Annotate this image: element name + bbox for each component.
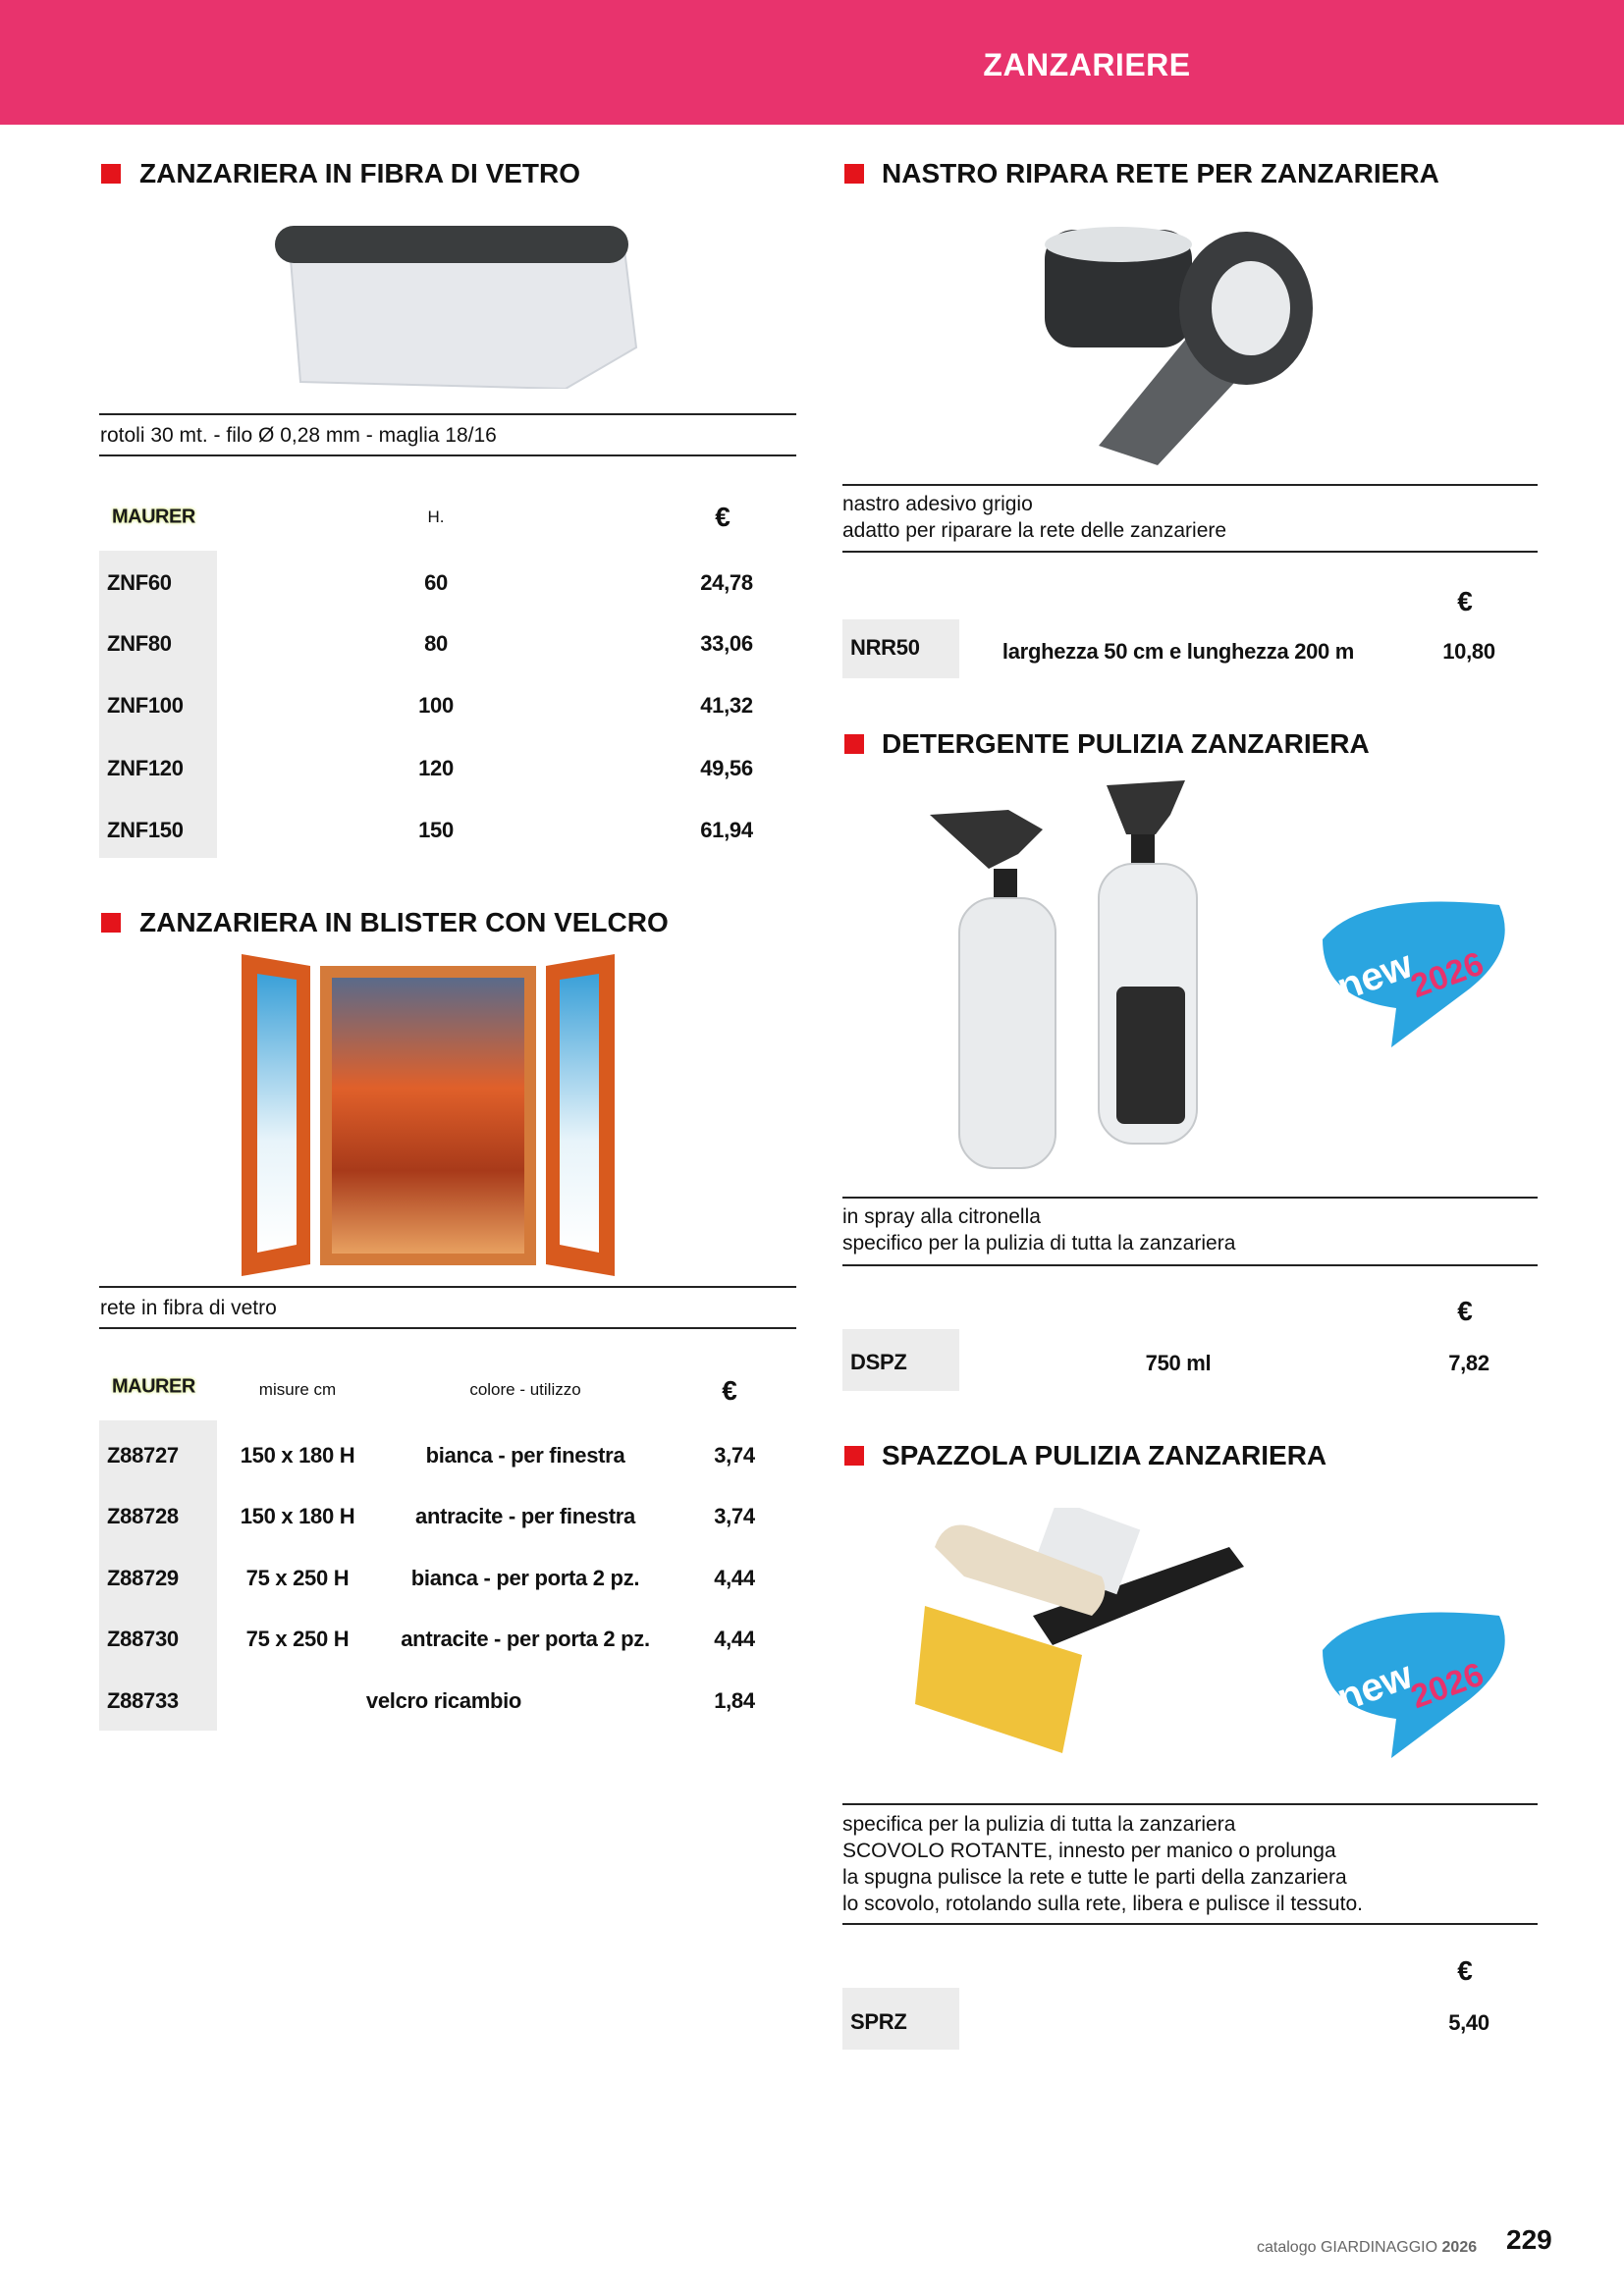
col-header-size: misure cm: [258, 1380, 337, 1399]
product-color-use: antracite - per finestra: [415, 1504, 635, 1528]
section-title: ZANZARIERA IN FIBRA DI VETRO: [139, 158, 581, 188]
product-price: 1,84: [714, 1688, 755, 1713]
product-description: lo scovolo, rotolando sulla rete, libera e pulisce il tessuto.: [842, 1893, 1363, 1915]
product-size: 150 x 180 H: [240, 1443, 355, 1468]
product-code: ZNF60: [107, 570, 172, 595]
divider: [842, 1264, 1538, 1266]
divider: [99, 413, 796, 415]
product-description: rete in fibra di vetro: [100, 1297, 277, 1319]
svg-text:new: new: [1331, 1653, 1419, 1721]
product-description: adatto per riparare la rete delle zanzariere: [842, 519, 1227, 542]
repair-tape-image: [1040, 220, 1319, 465]
product-color-use: bianca - per porta 2 pz.: [410, 1566, 640, 1590]
col-header-price: €: [1457, 1296, 1473, 1326]
product-code: ZNF100: [107, 693, 184, 718]
section-marker: [844, 734, 864, 754]
product-code: NRR50: [850, 635, 920, 660]
product-code: Z88733: [107, 1688, 179, 1713]
product-height: 120: [418, 756, 454, 780]
product-description: specifica per la pulizia di tutta la zanzariera: [842, 1813, 1236, 1836]
cleaning-brush-image: [915, 1508, 1261, 1757]
product-code: Z88730: [107, 1627, 179, 1651]
product-price: 33,06: [700, 631, 753, 656]
product-color-use: velcro ricambio: [365, 1688, 522, 1713]
catalog-name: catalogo GIARDINAGGIO: [1257, 2239, 1438, 2256]
product-size: 150 x 180 H: [240, 1504, 355, 1528]
divider: [842, 1803, 1538, 1805]
product-price: 49,56: [700, 756, 753, 780]
divider: [842, 551, 1538, 553]
product-height: 100: [418, 693, 454, 718]
new-2026-badge: [1303, 871, 1531, 1054]
footer-catalog: [1257, 2239, 1477, 2257]
product-code: DSPZ: [850, 1350, 907, 1374]
divider: [842, 1197, 1538, 1199]
product-price: 3,74: [714, 1504, 755, 1528]
svg-text:2026: 2026: [1405, 1655, 1489, 1717]
section-title: ZANZARIERA IN BLISTER CON VELCRO: [139, 907, 669, 937]
product-height: 60: [424, 570, 448, 595]
col-header-price: €: [1457, 586, 1473, 616]
window-screen-image: [242, 954, 615, 1276]
brand-logo-maurer: MAURER: [112, 1375, 195, 1398]
section-marker: [844, 1446, 864, 1466]
brand-logo-maurer: MAURER: [112, 506, 195, 528]
product-code: Z88727: [107, 1443, 179, 1468]
product-code: Z88729: [107, 1566, 179, 1590]
product-code: SPRZ: [850, 2009, 907, 2034]
product-height: 150: [418, 818, 454, 842]
product-color-use: antracite - per porta 2 pz.: [401, 1627, 650, 1651]
product-price: 5,40: [1448, 2010, 1489, 2035]
product-price: 7,82: [1448, 1351, 1489, 1375]
section-marker: [101, 913, 121, 933]
divider: [842, 484, 1538, 486]
product-spec: 750 ml: [1145, 1351, 1212, 1375]
product-price: 3,74: [714, 1443, 755, 1468]
product-code: Z88728: [107, 1504, 179, 1528]
svg-text:2026: 2026: [1405, 944, 1489, 1006]
page-number: 229: [1506, 2224, 1552, 2255]
spray-bottles-image: [930, 775, 1246, 1172]
product-color-use: bianca - per finestra: [425, 1443, 625, 1468]
product-size: 75 x 250 H: [245, 1627, 350, 1651]
product-price: 4,44: [714, 1566, 755, 1590]
product-code: ZNF150: [107, 818, 184, 842]
product-description: nastro adesivo grigio: [842, 493, 1033, 515]
divider: [99, 1286, 796, 1288]
product-price: 61,94: [700, 818, 753, 842]
col-header-price: €: [715, 502, 731, 532]
fiberglass-roll-image: [271, 220, 639, 389]
product-description: in spray alla citronella: [842, 1205, 1041, 1228]
product-size: 75 x 250 H: [245, 1566, 350, 1590]
col-header-price: €: [1457, 1955, 1473, 1986]
header-bar: [0, 0, 1624, 125]
col-header-price: €: [722, 1375, 737, 1406]
section-marker: [101, 164, 121, 184]
product-price: 41,32: [700, 693, 753, 718]
page-category-title: ZANZARIERE: [983, 47, 1191, 82]
product-description: specifico per la pulizia di tutta la zanzariera: [842, 1232, 1236, 1255]
new-2026-badge: [1303, 1581, 1531, 1765]
divider: [99, 1327, 796, 1329]
product-description: SCOVOLO ROTANTE, innesto per manico o prolunga: [842, 1840, 1336, 1862]
product-price: 24,78: [700, 570, 753, 595]
product-code: ZNF80: [107, 631, 172, 656]
product-code: ZNF120: [107, 756, 184, 780]
product-price: 4,44: [714, 1627, 755, 1651]
section-title: NASTRO RIPARA RETE PER ZANZARIERA: [882, 158, 1439, 188]
col-header-color: colore - utilizzo: [469, 1380, 581, 1399]
col-header-height: H.: [427, 507, 445, 526]
catalog-year: 2026: [1441, 2239, 1478, 2256]
section-marker: [844, 164, 864, 184]
product-description: la spugna pulisce la rete e tutte le parti della zanzariera: [842, 1866, 1347, 1889]
section-title: DETERGENTE PULIZIA ZANZARIERA: [882, 728, 1370, 759]
section-title: SPAZZOLA PULIZIA ZANZARIERA: [882, 1440, 1327, 1470]
divider: [842, 1923, 1538, 1925]
product-height: 80: [424, 631, 448, 656]
product-spec: larghezza 50 cm e lunghezza 200 m: [1001, 639, 1355, 664]
product-price: 10,80: [1442, 639, 1495, 664]
product-description: rotoli 30 mt. - filo Ø 0,28 mm - maglia 18/16: [100, 424, 497, 447]
divider: [99, 454, 796, 456]
svg-text:new: new: [1331, 942, 1419, 1010]
